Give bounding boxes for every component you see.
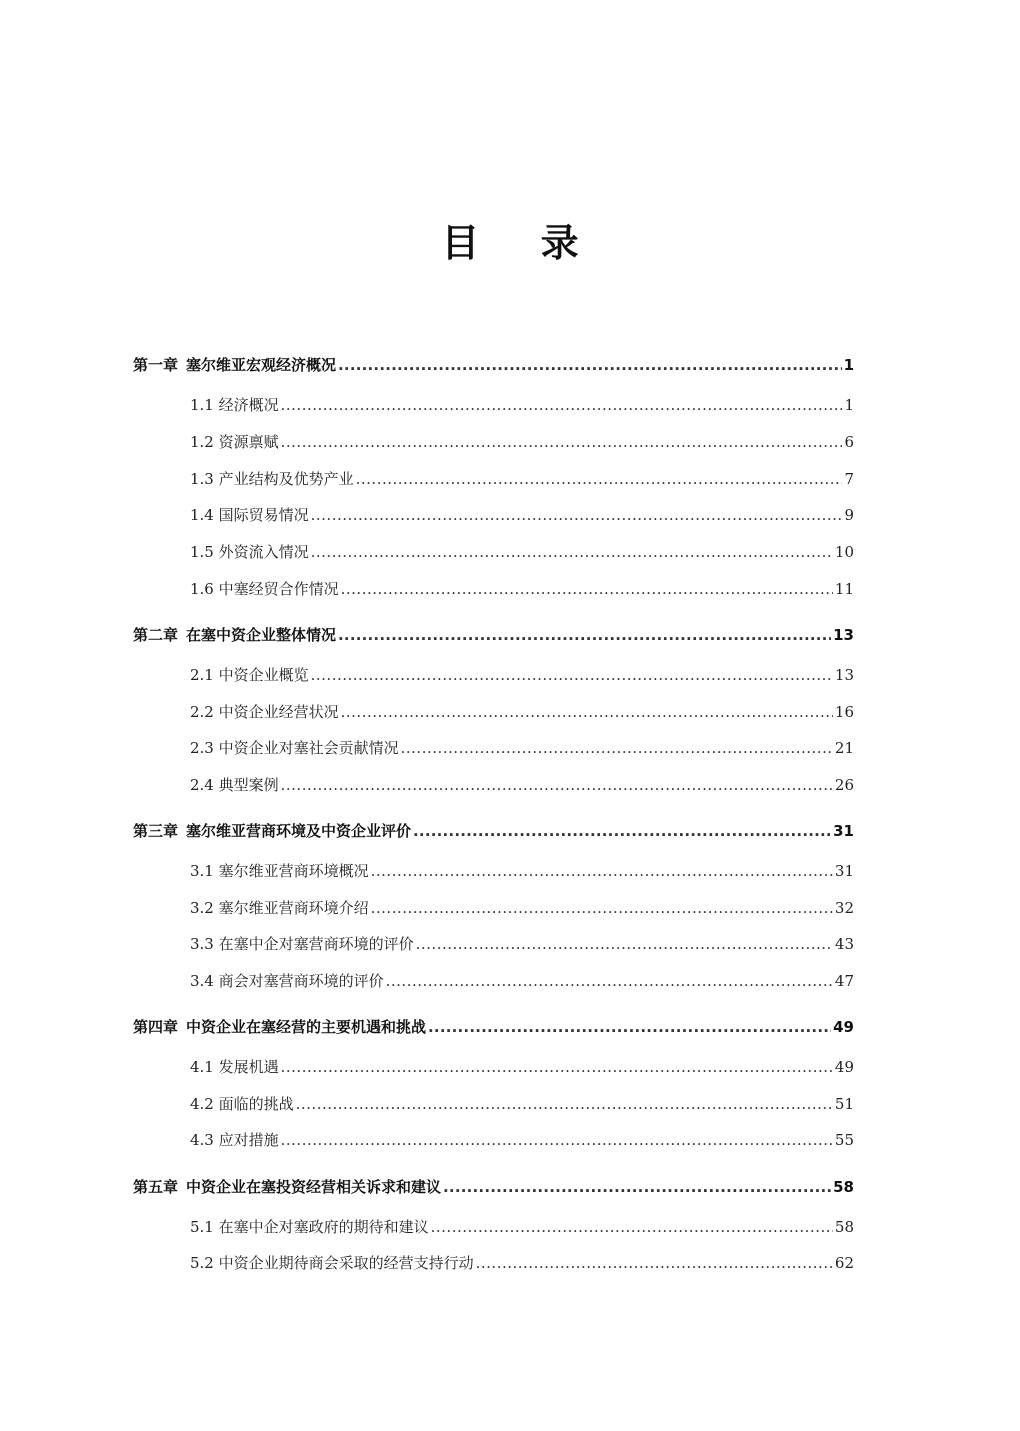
- page-number: 32: [834, 899, 854, 917]
- toc-section-1-3[interactable]: [190, 467, 854, 491]
- dot-leader: [443, 1175, 831, 1199]
- section-title: 1.6 中塞经贸合作情况: [190, 580, 339, 598]
- dot-leader: [311, 503, 843, 527]
- toc-section-1-4[interactable]: [190, 503, 854, 527]
- dot-leader: [416, 932, 833, 956]
- page-number: 49: [834, 1058, 854, 1076]
- chapter-title: 塞尔维亚宏观经济概况: [186, 356, 337, 374]
- section-title: 3.4 商会对塞营商环境的评价: [190, 972, 384, 990]
- page-number: 43: [834, 935, 854, 953]
- section-title: 5.2 中资企业期待商会采取的经营支持行动: [190, 1254, 474, 1272]
- page-number: 21: [834, 739, 854, 757]
- chapter-title: 中资企业在塞经营的主要机遇和挑战: [186, 1018, 427, 1036]
- toc-section-3-2[interactable]: [190, 896, 854, 920]
- section-title: 1.4 国际贸易情况: [190, 506, 309, 524]
- chapter-number: 第三章: [133, 822, 179, 840]
- chapter-title: 中资企业在塞投资经营相关诉求和建议: [186, 1178, 442, 1196]
- page-number: 58: [833, 1178, 854, 1196]
- dot-leader: [371, 859, 833, 883]
- dot-leader: [413, 819, 831, 843]
- page-number: 31: [834, 862, 854, 880]
- dot-leader: [311, 663, 833, 687]
- page-title: 目 录: [441, 221, 603, 265]
- dot-leader: [338, 623, 831, 647]
- toc-section-3-3[interactable]: [190, 932, 854, 956]
- toc-section-1-2[interactable]: [190, 430, 854, 454]
- section-title: 2.4 典型案例: [190, 776, 279, 794]
- section-title: 1.3 产业结构及优势产业: [190, 470, 354, 488]
- section-title: 3.2 塞尔维亚营商环境介绍: [190, 899, 369, 917]
- section-title: 1.2 资源禀赋: [190, 433, 279, 451]
- toc-section-2-1[interactable]: [190, 663, 854, 687]
- page-number: 62: [834, 1254, 854, 1272]
- toc-section-1-1[interactable]: [190, 393, 854, 417]
- page-number: 13: [834, 666, 854, 684]
- toc-chapter-1[interactable]: [133, 353, 854, 377]
- dot-leader: [356, 467, 843, 491]
- chapter-number: 第四章: [133, 1018, 179, 1036]
- dot-leader: [371, 896, 833, 920]
- dot-leader: [476, 1251, 833, 1275]
- section-title: 4.1 发展机遇: [190, 1058, 279, 1076]
- page-number: 1: [843, 356, 854, 374]
- page-number: 6: [844, 433, 854, 451]
- page-number: 58: [834, 1218, 854, 1236]
- toc-section-2-3[interactable]: [190, 736, 854, 760]
- section-title: 4.2 面临的挑战: [190, 1095, 294, 1113]
- dot-leader: [401, 736, 833, 760]
- toc-section-4-2[interactable]: [190, 1092, 854, 1116]
- section-title: 3.3 在塞中企对塞营商环境的评价: [190, 935, 414, 953]
- chapter-number: 第二章: [133, 626, 179, 644]
- toc-section-5-1[interactable]: [190, 1215, 854, 1239]
- page-number: 9: [844, 506, 854, 524]
- toc-section-5-2[interactable]: [190, 1251, 854, 1275]
- page-number: 31: [833, 822, 854, 840]
- section-title: 5.1 在塞中企对塞政府的期待和建议: [190, 1218, 429, 1236]
- section-title: 2.2 中资企业经营状况: [190, 703, 339, 721]
- dot-leader: [341, 577, 833, 601]
- page-number: 11: [834, 580, 854, 598]
- toc-section-1-6[interactable]: [190, 577, 854, 601]
- chapter-number: 第五章: [133, 1178, 179, 1196]
- toc-section-4-3[interactable]: [190, 1128, 854, 1152]
- toc-section-4-1[interactable]: [190, 1055, 854, 1079]
- dot-leader: [428, 1015, 831, 1039]
- page-number: 16: [834, 703, 854, 721]
- page-number: 49: [833, 1018, 854, 1036]
- section-title: 4.3 应对措施: [190, 1131, 279, 1149]
- page-number: 13: [833, 626, 854, 644]
- dot-leader: [296, 1092, 833, 1116]
- toc-chapter-5[interactable]: [133, 1175, 854, 1199]
- toc-chapter-2[interactable]: [133, 623, 854, 647]
- dot-leader: [281, 393, 843, 417]
- section-title: 1.1 经济概况: [190, 396, 279, 414]
- section-title: 3.1 塞尔维亚营商环境概况: [190, 862, 369, 880]
- dot-leader: [338, 353, 842, 377]
- section-title: 1.5 外资流入情况: [190, 543, 309, 561]
- page-number: 10: [834, 543, 854, 561]
- toc-section-2-4[interactable]: [190, 773, 854, 797]
- page-number: 47: [834, 972, 854, 990]
- page-number: 26: [834, 776, 854, 794]
- section-title: 2.3 中资企业对塞社会贡献情况: [190, 739, 399, 757]
- toc-section-3-1[interactable]: [190, 859, 854, 883]
- toc-section-2-2[interactable]: [190, 700, 854, 724]
- toc-chapter-4[interactable]: [133, 1015, 854, 1039]
- dot-leader: [281, 1055, 833, 1079]
- chapter-title: 在塞中资企业整体情况: [186, 626, 337, 644]
- chapter-title: 塞尔维亚营商环境及中资企业评价: [186, 822, 412, 840]
- dot-leader: [386, 969, 833, 993]
- chapter-number: 第一章: [133, 356, 179, 374]
- dot-leader: [311, 540, 833, 564]
- toc-chapter-3[interactable]: [133, 819, 854, 843]
- toc-section-3-4[interactable]: [190, 969, 854, 993]
- dot-leader: [281, 430, 843, 454]
- page-number: 7: [844, 470, 854, 488]
- page-number: 51: [834, 1095, 854, 1113]
- toc-section-1-5[interactable]: [190, 540, 854, 564]
- page-number: 55: [834, 1131, 854, 1149]
- dot-leader: [341, 700, 833, 724]
- dot-leader: [281, 1128, 833, 1152]
- page-number: 1: [844, 396, 854, 414]
- dot-leader: [281, 773, 833, 797]
- dot-leader: [431, 1215, 833, 1239]
- section-title: 2.1 中资企业概览: [190, 666, 309, 684]
